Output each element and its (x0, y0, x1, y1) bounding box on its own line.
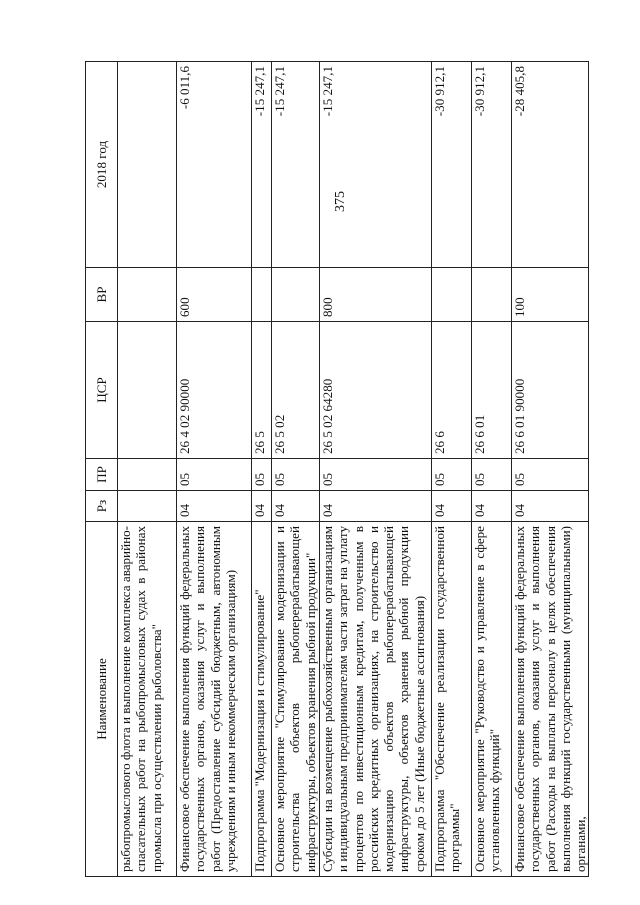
row-csr: 26 6 01 90000 (512, 322, 589, 459)
row-name: Основное мероприятие "Руководство и управление в сфере установленных функций" (472, 522, 512, 877)
row-rz (118, 491, 177, 522)
row-rz: 04 (177, 491, 252, 522)
row-vr: 600 (177, 268, 252, 322)
row-rz: 04 (272, 491, 320, 522)
row-name: Основное мероприятие "Стимулирование модернизации и строительства объектов рыбоперерабатывающей инфраструктуры, объектов хранения рыбной продукции" (272, 522, 320, 877)
row-rz: 04 (512, 491, 589, 522)
row-csr: 26 4 02 90000 (177, 322, 252, 459)
row-vr (252, 268, 272, 322)
row-name: Финансовое обеспечение выполнения функций федеральных государственных органов, оказания услуг и выполнения работ (Предоставление субсидий бюджетным, автономным учреждениям и иным некоммерческим организациям) (177, 522, 252, 877)
row-csr: 26 6 (432, 322, 472, 459)
row-pr: 05 (512, 459, 589, 491)
table-row (118, 62, 177, 877)
table-row (432, 62, 472, 877)
table-row (272, 62, 320, 877)
row-vr (472, 268, 512, 322)
row-rz: 04 (432, 491, 472, 522)
page-number: 375 (333, 191, 348, 212)
table-row (472, 62, 512, 877)
row-pr: 05 (177, 459, 252, 491)
table-header-row (86, 62, 118, 877)
header-vr: ВР (86, 268, 118, 322)
row-vr (432, 268, 472, 322)
row-vr (118, 268, 177, 322)
row-csr (118, 322, 177, 459)
table-row (252, 62, 272, 877)
row-value: -15 247,1 (272, 62, 320, 268)
table-row (177, 62, 252, 877)
row-name: Подпрограмма "Модернизация и стимулирование" (252, 522, 272, 877)
row-value: -30 912,1 (472, 62, 512, 268)
row-rz: 04 (472, 491, 512, 522)
row-value: -30 912,1 (432, 62, 472, 268)
row-value: -15 247,1 (320, 62, 432, 268)
budget-table (85, 61, 589, 877)
row-pr: 05 (432, 459, 472, 491)
row-value: -6 011,6 (177, 62, 252, 268)
table-row (320, 62, 432, 877)
row-pr: 05 (252, 459, 272, 491)
row-name: Субсидии на возмещение рыбохозяйственным организациям и индивидуальным предпринимателям части затрат на уплату процентов по инвестиционным кредитам, полученным в российских кредитных организациях, на строительство и модернизацию объектов рыбоперерабатывающей инфраструктуры, объектов хранения рыбной продукции сроком до 5 лет (Иные бюджетные ассигнования) (320, 522, 432, 877)
row-vr (272, 268, 320, 322)
row-name: Финансовое обеспечение выполнения функций федеральных государственных органов, оказания услуг и выполнения работ (Расходы на выплаты персоналу в целях обеспечения выполнения функций государственными (муниципальными) органами, (512, 522, 589, 877)
row-rz: 04 (320, 491, 432, 522)
row-vr: 800 (320, 268, 432, 322)
row-value: -15 247,1 (252, 62, 272, 268)
row-pr: 05 (272, 459, 320, 491)
row-name: рыбопромыслового флота и выполнение комплекса аварийно-спасательных работ на рыбопромысловых судах в районах промысла при осуществлении рыболовства" (118, 522, 177, 877)
rotated-page-content (85, 62, 605, 877)
row-vr: 100 (512, 268, 589, 322)
row-csr: 26 5 02 64280 (320, 322, 432, 459)
header-csr: ЦСР (86, 322, 118, 459)
row-rz: 04 (252, 491, 272, 522)
header-rz: Рз (86, 491, 118, 522)
header-pr: ПР (86, 459, 118, 491)
table-row (512, 62, 589, 877)
row-pr: 05 (320, 459, 432, 491)
row-pr: 05 (472, 459, 512, 491)
row-value (118, 62, 177, 268)
row-csr: 26 5 (252, 322, 272, 459)
row-pr (118, 459, 177, 491)
row-csr: 26 5 02 (272, 322, 320, 459)
row-value: -28 405,8 (512, 62, 589, 268)
header-year: 2018 год (86, 62, 118, 268)
row-csr: 26 6 01 (472, 322, 512, 459)
row-name: Подпрограмма "Обеспечение реализации государственной программы" (432, 522, 472, 877)
header-name: Наименование (86, 522, 118, 877)
